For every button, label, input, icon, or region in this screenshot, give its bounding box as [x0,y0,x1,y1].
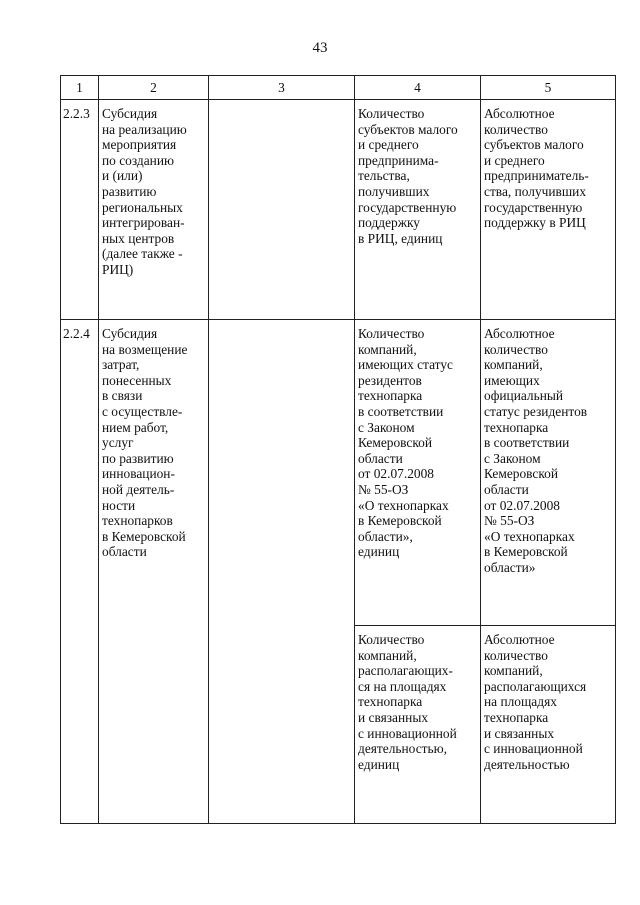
measure-name: Субсидия на возмещение затрат, понесенных в связи с осуществле- нием работ, услуг по развитию инновацион- ной деятель- ности технопарков в Кемеровской области [99,320,209,824]
empty-cell [209,100,355,320]
row-number: 2.2.3 [61,100,99,320]
empty-cell [209,320,355,824]
header-cell: 2 [99,76,209,100]
page-number: 43 [312,40,328,56]
header-cell: 1 [61,76,99,100]
indicator-cell: Количество компаний, располагающих- ся на площадях технопарка и связанных с инновационной деятельностью, единиц [355,626,481,824]
method-cell: Абсолютное количество компаний, располагающихся на площадях технопарка и связанных с инновационной деятельностью [481,626,616,824]
method-cell: Абсолютное количество компаний, имеющих официальный статус резидентов технопарка в соответствии с Законом Кемеровской области от 02.07.2008 № 55-ОЗ «О технопарках в Кемеровской области» [481,320,616,626]
indicator-cell: Количество субъектов малого и среднего предпринима- тельства, получивших государственную поддержку в РИЦ, единиц [355,100,481,320]
header-cell: 5 [481,76,616,100]
table-header-row [61,76,616,100]
header-cell: 3 [209,76,355,100]
table-row [61,320,616,626]
measure-name: Субсидия на реализацию мероприятия по созданию и (или) развитию региональных интегрирован- ных центров (далее также - РИЦ) [99,100,209,320]
row-number: 2.2.4 [61,320,99,824]
indicators-table [60,75,616,824]
table-row [61,100,616,320]
indicator-cell: Количество компаний, имеющих статус резидентов технопарка в соответствии с Законом Кемеровской области от 02.07.2008 № 55-ОЗ «О технопарках в Кемеровской области», единиц [355,320,481,626]
header-cell: 4 [355,76,481,100]
method-cell: Абсолютное количество субъектов малого и среднего предприниматель- ства, получивших государственную поддержку в РИЦ [481,100,616,320]
